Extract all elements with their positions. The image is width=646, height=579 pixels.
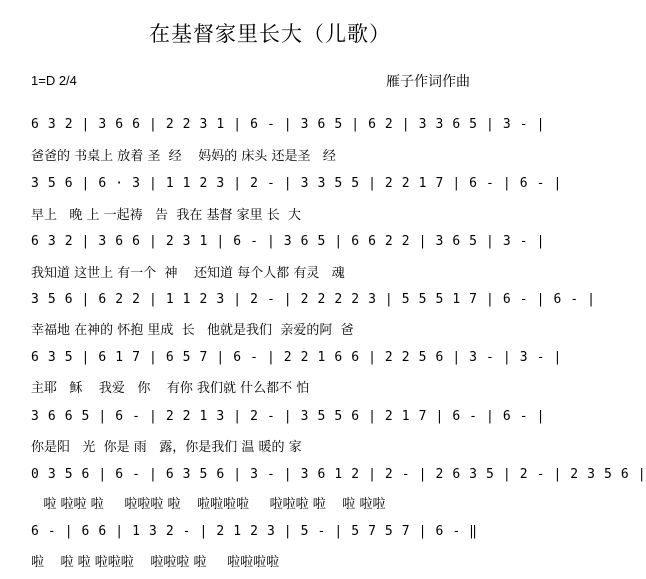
lyrics-line: 啦 啦啦 啦 啦啦啦 啦 啦啦啦啦 啦啦啦 啦 啦 啦啦 bbox=[31, 497, 386, 512]
notation-line: 3 6 6 5 | 6 - | 2 2 1 3 | 2 - | 3 5 5 6 | 2 1 7 | 6 - | 6 - | bbox=[31, 409, 546, 424]
lyrics-line: 你是阳 光 你是 雨 露，你是我们 温 暖的 家 bbox=[31, 440, 302, 455]
lyrics-line: 幸福地 在神的 怀抱 里成 长 他就是我们 亲爱的阿 爸 bbox=[31, 323, 354, 338]
lyrics-line: 早上 晚 上 一起祷 告 我在 基督 家里 长 大 bbox=[31, 208, 301, 223]
lyrics-line: 主耶 稣 我爱 你 有你 我们就 什么都不 怕 bbox=[31, 381, 310, 396]
notation-line: 0 3 5 6 | 6 - | 6 3 5 6 | 3 - | 3 6 1 2 | 2 - | 2 6 3 5 | 2 - | 2 3 5 6 | bbox=[31, 467, 646, 482]
notation-line: 3 5 6 | 6 2 2 | 1 1 2 3 | 2 - | 2 2 2 2 3 | 5 5 5 1 7 | 6 - | 6 - | bbox=[31, 292, 596, 307]
notation-line: 6 3 2 | 3 6 6 | 2 3 1 | 6 - | 3 6 5 | 6 6 2 2 | 3 6 5 | 3 - | bbox=[31, 234, 546, 249]
notation-line: 3 5 6 | 6 · 3 | 1 1 2 3 | 2 - | 3 3 5 5 | 2 2 1 7 | 6 - | 6 - | bbox=[31, 176, 562, 191]
notation-line: 6 3 2 | 3 6 6 | 2 2 3 1 | 6 - | 3 6 5 | 6 2 | 3 3 6 5 | 3 - | bbox=[31, 117, 546, 132]
song-title: 在基督家里长大（儿歌） bbox=[149, 22, 391, 46]
lyrics-line: 爸爸的 书桌上 放着 圣 经 妈妈的 床头 还是圣 经 bbox=[31, 149, 336, 164]
lyrics-line: 啦 啦 啦 啦啦啦 啦啦啦 啦 啦啦啦啦 bbox=[31, 555, 280, 570]
key-signature: 1=D 2/4 bbox=[31, 73, 77, 88]
song-credit: 雁子作词作曲 bbox=[386, 74, 470, 90]
lyrics-line: 我知道 这世上 有一个 神 还知道 每个人都 有灵 魂 bbox=[31, 266, 345, 281]
notation-line: 6 - | 6 6 | 1 3 2 - | 2 1 2 3 | 5 - | 5 7 5 7 | 6 - ‖ bbox=[31, 524, 478, 539]
notation-line: 6 3 5 | 6 1 7 | 6 5 7 | 6 - | 2 2 1 6 6 | 2 2 5 6 | 3 - | 3 - | bbox=[31, 350, 562, 365]
